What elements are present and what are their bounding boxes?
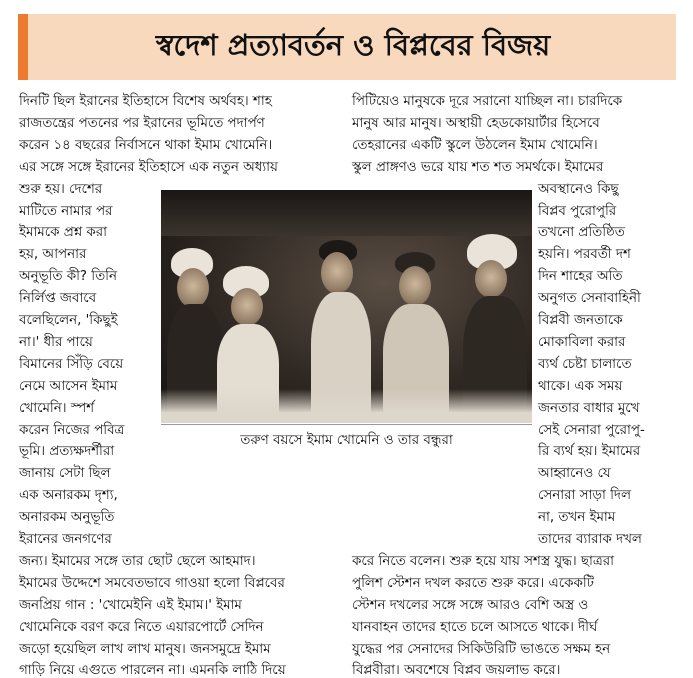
article-text-line: দিন শাহের অতি	[538, 269, 623, 285]
article-text-line: হয়নি। পরবর্তী দশ	[538, 247, 631, 263]
article-text-line: তখনো প্রতিষ্ঠিত	[538, 225, 625, 241]
article-text-line: অনারকম অনুভূতি	[19, 510, 115, 526]
article-text-line: না, তখন ইমাম	[538, 510, 616, 526]
article-text-line: যানবাহন তাদের হাতে চলে আসতে থাকে। দীর্ঘ	[352, 619, 598, 635]
article-photo	[161, 190, 532, 423]
article-text-line: রাজতন্ত্রের পতনের পর ইরানের ভূমিতে পদার্পণ	[19, 115, 265, 131]
article-text-line: বিপ্লবীরা। অবশেষে বিপ্লব জয়লাভ করে।	[352, 663, 561, 678]
article-text-line: ইমামের উদ্দেশে সমবেতভাবে গাওয়া হলো বিপ্লবের	[19, 575, 285, 591]
article-text-line: এর সঙ্গে সঙ্গে ইরানের ইতিহাসে এক নতুন অধ্যায়	[19, 159, 278, 175]
article-headline: স্বদেশ প্রত্যাবর্তন ও বিপ্লবের বিজয়	[155, 27, 551, 62]
article-text-line: হয়, আপনার	[19, 247, 87, 263]
headline-accent-bar	[18, 14, 28, 80]
article-text-line: ইমামকে প্রশ্ন করা	[19, 225, 108, 241]
photo-caption: তরুণ বয়সে ইমাম খোমেনি ও তার বন্ধুরা	[240, 433, 453, 448]
article-text-line: করেন ১৪ বছরের নির্বাসনে থাকা ইমাম খোমেনি।	[19, 137, 273, 153]
article-text-line: নির্লিপ্ত জবাবে	[19, 291, 97, 307]
article-text-line: বলেছিলেন, 'কিছুই	[19, 313, 118, 328]
article-text-line: অনুগত সেনাবাহিনী	[538, 291, 641, 307]
article-text-line: জনতার বাধার মুখে	[538, 400, 640, 416]
article-text-line: মানুষ আর মানুষ। অস্থায়ী হেডকোয়ার্টার হিসেবে	[352, 115, 600, 131]
article-text-line: এক অনারকম দৃশ্য,	[19, 488, 118, 504]
article-text-line: তাদের ব্যারাক দখল	[538, 532, 642, 547]
article-text-line: বিপ্লবী জনতাকে	[538, 313, 623, 328]
article-text-line: অনুভূতি কী? তিনি	[19, 269, 117, 285]
article-text-line: করে নিতে বলেন। শুরু হয়ে যায় সশস্ত্র যুদ্ধ। ছাত্ররা	[352, 553, 614, 569]
article-text-line: আহ্বানেও যে	[538, 466, 611, 482]
article-text-line: সেনারা সাড়া দিল	[538, 488, 631, 504]
article-text-line: ব্যর্থ চেষ্টা চালাতে	[538, 356, 632, 372]
article-text-line: মোকাবিলা করার	[538, 334, 626, 350]
article-text-line: জন্য। ইমামের সঙ্গে তার ছোট ছেলে আহমাদ।	[19, 553, 256, 569]
article-text-line: রি ব্যর্থ হয়। ইমামের	[538, 444, 641, 460]
article-text-line: ভূমি। প্রত্যক্ষদর্শীরা	[19, 444, 115, 460]
caption-divider	[161, 424, 532, 425]
article-text-line: খোমেনিকে বরণ করে নিতে এয়ারপোর্টে সেদিন	[19, 619, 264, 635]
article-text-line: ইরানের জনগণের	[19, 532, 112, 547]
article-text-line: স্টেশন দখলের সঙ্গে সঙ্গে আরও বেশি অস্ত্র ও	[352, 597, 589, 613]
article-text-line: জড়ো হয়েছিল লাখ লাখ মানুষ। জনসমুদ্রে ইমাম	[19, 641, 271, 657]
article-text-line: গাড়ি নিয়ে এগুতে পারলেন না। এমনকি লাঠি দিয়ে	[19, 663, 286, 678]
article-text-line: শুরু হয়। দেশের	[19, 181, 103, 197]
article-text-line: খোমেনি। স্পর্শ	[19, 400, 95, 416]
article-text-line: পুলিশ স্টেশন দখল করতে শুরু করে। একেকটি	[352, 575, 594, 591]
article-text-line: বিপ্লব পুরোপুরি	[538, 203, 617, 219]
photo-background-banner	[161, 190, 532, 236]
article-text-line: বিমানের সিঁড়ি বেয়ে	[19, 356, 124, 372]
article-text-line: যুদ্ধের পর সেনাদের সিকিউরিটি ভাঙতে সক্ষম হন	[352, 641, 611, 657]
article-text-line: তেহরানের একটি স্কুলে উঠলেন ইমাম খোমেনি।	[352, 137, 598, 153]
article-text-line: জনপ্রিয় গান : 'খোমেইনি এই ইমাম।' ইমাম	[19, 597, 242, 613]
article-text-line: না।' ধীর পায়ে	[19, 334, 93, 350]
article-text-line: দিনটি ছিল ইরানের ইতিহাসে বিশেষ অর্থবহ। শাহ	[19, 94, 272, 109]
article-text-line: স্কুল প্রাঙ্গণও ভরে যায় শত শত সমর্থকে। ইমামের	[352, 159, 604, 175]
article-text-line: করেন নিজের পবিত্র	[19, 422, 125, 438]
article-text-line: অবস্থানেও কিছু	[538, 181, 619, 197]
article-text-line: মাটিতে নামার পর	[19, 203, 113, 219]
article-text-line: নেমে আসেন ইমাম	[19, 378, 118, 394]
article-text-line: জানায় সেটা ছিল	[19, 466, 111, 482]
article-text-line: সেই সেনারা পুরোপু-	[538, 422, 645, 438]
photo-floor	[161, 389, 532, 423]
article-text-line: থাকে। এক সময়	[538, 378, 623, 394]
article-text-line: পিটিয়েও মানুষকে দূরে সরানো যাচ্ছিল না। চারদিকে	[352, 94, 623, 109]
